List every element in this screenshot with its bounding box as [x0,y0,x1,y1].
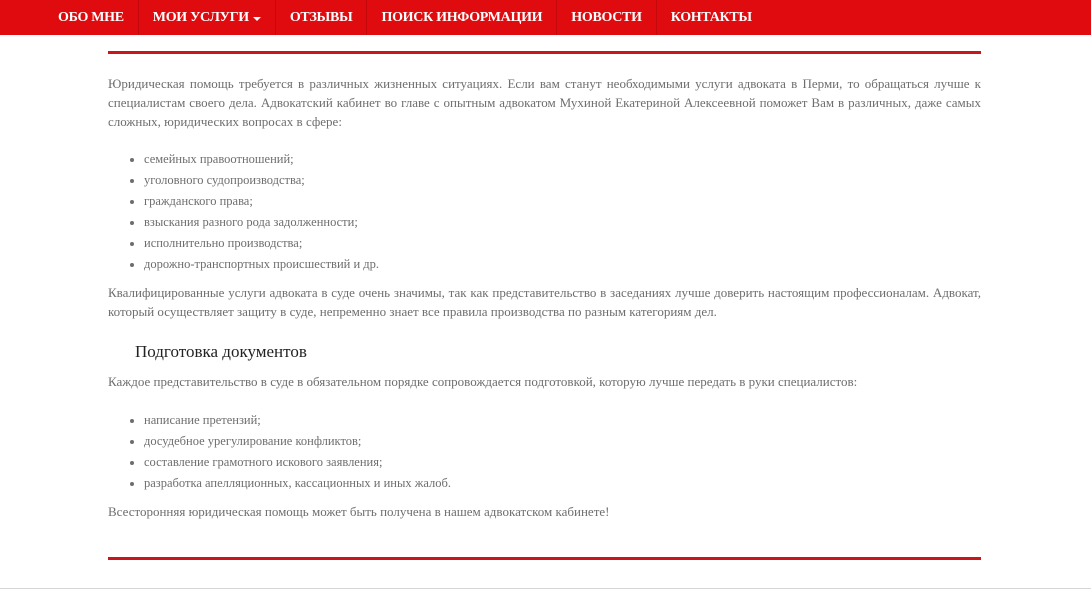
nav-item-label: ОБО МНЕ [58,10,124,25]
top-divider [108,51,981,54]
nav-item-label: КОНТАКТЫ [670,10,752,25]
section-heading: Подготовка документов [135,342,307,361]
closing-paragraph: Всесторонняя юридическая помощь может быть получена в нашем адвокатском кабинете! [108,504,610,519]
bottom-divider [108,557,981,560]
list-item: • уголовного судопроизводства; [144,170,981,191]
list-item: • разработка апелляционных, кассационных и иных жалоб. [144,473,981,494]
practice-areas-list [108,149,981,275]
nav-item-label: МОИ УСЛУГИ [152,10,249,25]
nav-item-about[interactable] [44,0,139,35]
list-item: • исполнительно производства; [144,233,981,254]
nav-item-label: ОТЗЫВЫ [289,10,353,25]
nav-item-contacts[interactable] [657,0,766,35]
nav-item-label: ПОИСК ИНФОРМАЦИИ [381,10,543,25]
list-item: • дорожно-транспортных происшествий и др. [144,254,981,275]
list-item: • досудебное урегулирование конфликтов; [144,431,981,452]
nav-item-reviews[interactable] [276,0,368,35]
nav-item-label: НОВОСТИ [571,10,642,25]
top-navbar [0,0,1091,35]
intro-paragraph: Юридическая помощь требуется в различных жизненных ситуациях. Если вам станут необходимыми услуги адвоката в Перми, то обращаться лучше к специалистам своего дела. Адвокатский кабинет во главе с опытным адвокатом Мухиной Екатериной Алексеевной поможет Вам в различных, даже самых сложных, юридических вопросах в сфере: [108,76,981,129]
documents-list [108,410,981,494]
list-item: • написание претензий; [144,410,981,431]
list-item: • взыскания разного рода задолженности; [144,212,981,233]
nav-item-services[interactable] [139,0,276,35]
docs-intro-paragraph: Каждое представительство в суде в обязательном порядке сопровождается подготовкой, которую лучше передать в руки специалистов: [108,374,858,389]
nav-item-news[interactable] [557,0,656,35]
list-item: • семейных правоотношений; [144,149,981,170]
nav-item-search-info[interactable] [367,0,557,35]
list-item: • составление грамотного искового заявления; [144,452,981,473]
list-item: • гражданского права; [144,191,981,212]
qualified-paragraph: Квалифицированные услуги адвоката в суде очень значимы, так как представительство в заседаниях лучше доверить настоящим профессионалам. Адвокат, который осуществляет защиту в суде, непременно знает все правила производства по разным категориям дел. [108,285,981,319]
main-content [108,74,981,521]
nav-menu [0,0,1091,35]
caret-down-icon [253,17,261,21]
